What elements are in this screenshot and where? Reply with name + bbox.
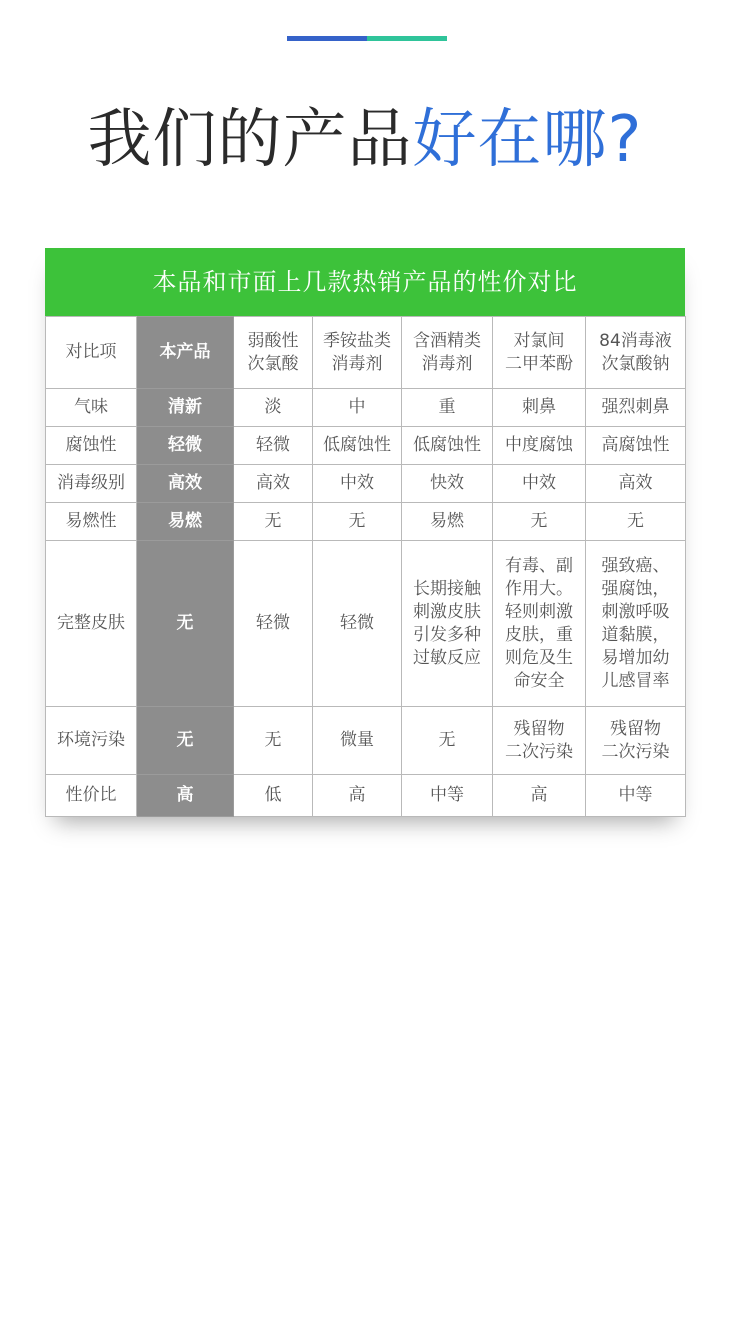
row-c5-line: 二次污染 (601, 741, 670, 762)
row-c1: 轻微 (234, 427, 313, 465)
row-c3: 易燃 (402, 503, 493, 541)
row-c1: 高效 (234, 465, 313, 503)
row-c5-line: 道黏膜， (601, 624, 670, 645)
comparison-table-title: 本品和市面上几款热销产品的性价对比 (45, 248, 685, 316)
row-c5-line: 易增加幼 (601, 647, 670, 668)
row-c4: 中效 (493, 465, 586, 503)
header-c1-line1: 弱酸性 (247, 330, 299, 351)
header-c5 (586, 317, 686, 389)
table-row-corrosion (46, 427, 686, 465)
row-c1: 轻微 (234, 541, 313, 707)
row-c4-line: 二次污染 (505, 741, 573, 762)
row-c5: 中等 (586, 775, 686, 817)
row-own: 清新 (137, 389, 234, 427)
row-c3: 快效 (402, 465, 493, 503)
row-c2: 中 (313, 389, 402, 427)
row-c3: 中等 (402, 775, 493, 817)
row-item: 易燃性 (46, 503, 137, 541)
row-c5-line: 强致癌、 (601, 555, 670, 576)
row-c4 (493, 707, 586, 775)
table-row-cost-performance (46, 775, 686, 817)
header-c2-line2: 消毒剂 (331, 353, 383, 374)
row-c3 (402, 541, 493, 707)
row-c3-line: 引发多种 (413, 624, 481, 645)
row-c2: 微量 (313, 707, 402, 775)
page-headline (0, 98, 730, 182)
headline-part1: 我们的产品 (87, 103, 413, 177)
header-c5-line1: 84消毒液 (599, 330, 672, 351)
row-c5: 高效 (586, 465, 686, 503)
row-item: 消毒级别 (46, 465, 137, 503)
header-c4 (493, 317, 586, 389)
header-c1-line2: 次氯酸 (247, 353, 299, 374)
row-c2: 高 (313, 775, 402, 817)
row-c5-line: 儿感冒率 (601, 670, 670, 691)
top-accent-bar-blue (287, 36, 367, 41)
top-accent-bar-teal (367, 36, 447, 41)
table-row-intact-skin (46, 541, 686, 707)
header-c1 (234, 317, 313, 389)
header-own: 本产品 (137, 317, 234, 389)
row-own: 易燃 (137, 503, 234, 541)
row-c4-line: 命安全 (513, 670, 565, 691)
row-c3: 低腐蚀性 (402, 427, 493, 465)
row-c2: 中效 (313, 465, 402, 503)
row-item: 环境污染 (46, 707, 137, 775)
row-c4-line: 有毒、副 (505, 555, 573, 576)
row-c4-line: 轻则刺激 (505, 601, 573, 622)
row-c5 (586, 707, 686, 775)
table-row-environment (46, 707, 686, 775)
row-c2: 无 (313, 503, 402, 541)
row-c3: 重 (402, 389, 493, 427)
row-own: 轻微 (137, 427, 234, 465)
row-own: 高 (137, 775, 234, 817)
row-own: 无 (137, 541, 234, 707)
row-c4-line: 皮肤，重 (505, 624, 573, 645)
row-c3: 无 (402, 707, 493, 775)
header-item: 对比项 (46, 317, 137, 389)
header-c3-line1: 含酒精类 (413, 330, 481, 351)
row-c4: 刺鼻 (493, 389, 586, 427)
top-accent-bar (287, 36, 447, 41)
row-own: 无 (137, 707, 234, 775)
row-c2: 轻微 (313, 541, 402, 707)
header-c3 (402, 317, 493, 389)
row-item: 气味 (46, 389, 137, 427)
row-c5-line: 强腐蚀， (601, 578, 670, 599)
row-c2: 低腐蚀性 (313, 427, 402, 465)
headline-part2: 好在哪? (412, 103, 643, 177)
comparison-table-card (45, 248, 685, 817)
row-item: 腐蚀性 (46, 427, 137, 465)
row-own: 高效 (137, 465, 234, 503)
row-c3-line: 刺激皮肤 (413, 601, 481, 622)
header-c4-line1: 对氯间 (513, 330, 565, 351)
row-c5: 强烈刺鼻 (586, 389, 686, 427)
row-c5-line: 残留物 (610, 718, 661, 739)
header-c5-line2: 次氯酸钠 (601, 353, 670, 374)
row-c5-line: 刺激呼吸 (601, 601, 670, 622)
row-c5: 无 (586, 503, 686, 541)
row-c3-line: 长期接触 (413, 578, 481, 599)
header-c4-line2: 二甲苯酚 (505, 353, 573, 374)
row-c3-line: 过敏反应 (413, 647, 481, 668)
row-c4: 中度腐蚀 (493, 427, 586, 465)
comparison-table (45, 316, 686, 817)
row-c1: 无 (234, 503, 313, 541)
row-c4: 无 (493, 503, 586, 541)
row-c4 (493, 541, 586, 707)
row-c1: 淡 (234, 389, 313, 427)
header-c2 (313, 317, 402, 389)
row-c5: 高腐蚀性 (586, 427, 686, 465)
row-item: 性价比 (46, 775, 137, 817)
row-c1: 低 (234, 775, 313, 817)
header-c2-line1: 季铵盐类 (323, 330, 391, 351)
table-row-disinfection-level (46, 465, 686, 503)
row-c5 (586, 541, 686, 707)
row-item: 完整皮肤 (46, 541, 137, 707)
row-c4: 高 (493, 775, 586, 817)
table-row-odor (46, 389, 686, 427)
row-c1: 无 (234, 707, 313, 775)
row-c4-line: 残留物 (513, 718, 565, 739)
row-c4-line: 则危及生 (505, 647, 573, 668)
table-row-flammability (46, 503, 686, 541)
table-header-row (46, 317, 686, 389)
header-c3-line2: 消毒剂 (421, 353, 473, 374)
row-c4-line: 作用大。 (505, 578, 573, 599)
